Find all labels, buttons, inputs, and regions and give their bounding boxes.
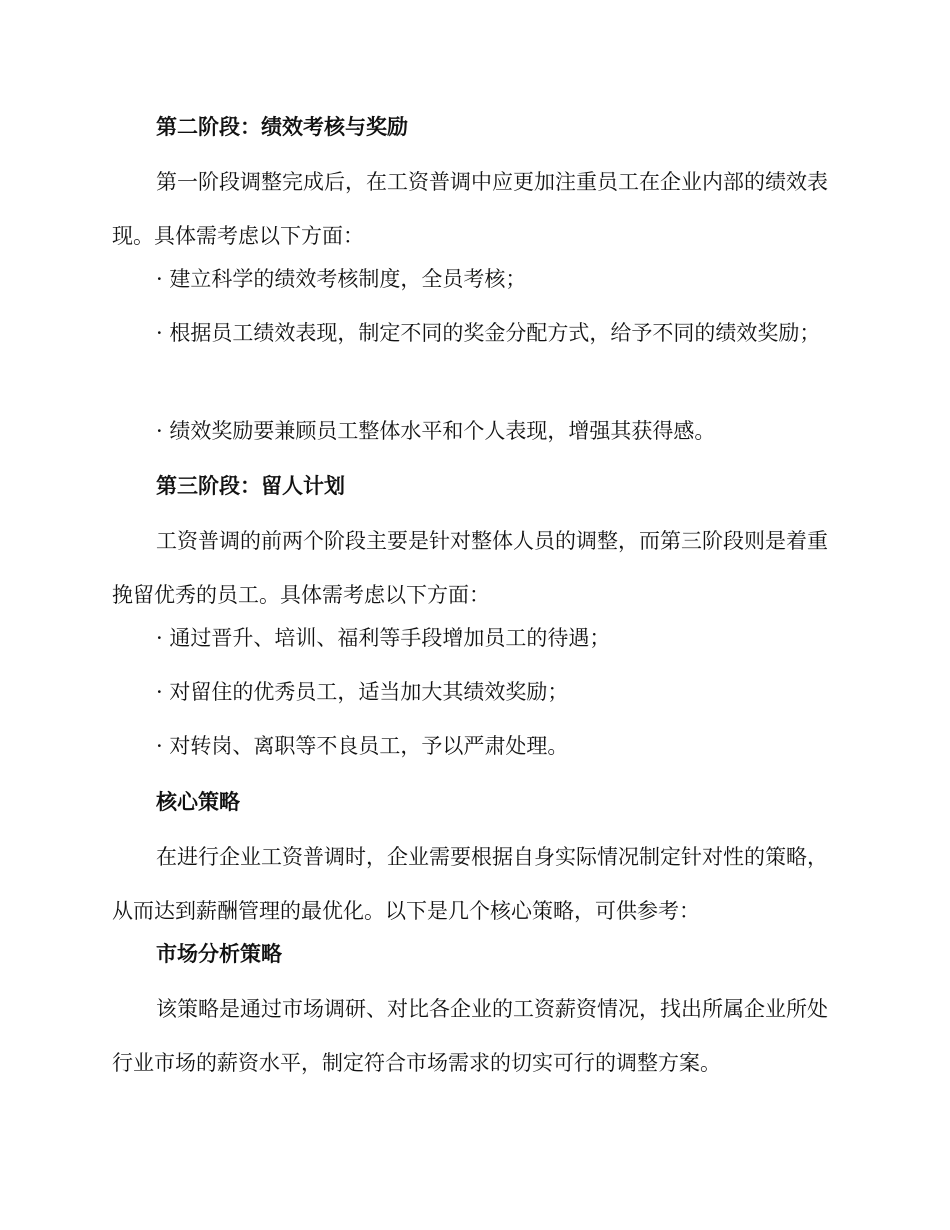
bullet-performance-system: · 建立科学的绩效考核制度，全员考核； [156,267,527,291]
bullet-promotion-training: · 通过晋升、培训、福利等手段增加员工的待遇； [156,626,611,650]
paragraph-stage-three: 工资普调的前两个阶段主要是针对整体人员的调整，而第三阶段则是着重挽留优秀的员工。具体需考虑以下方面： [112,529,828,607]
heading-stage-three: 第三阶段：留人计划 [156,474,345,498]
paragraph-stage-two: 第一阶段调整完成后，在工资普调中应更加注重员工在企业内部的绩效表现。具体需考虑以下方面： [112,170,828,248]
bullet-bonus-distribution: · 根据员工绩效表现，制定不同的奖金分配方式，给予不同的绩效奖励； [156,321,821,345]
heading-market-analysis: 市场分析策略 [156,942,282,966]
paragraph-core-strategy: 在进行企业工资普调时，企业需要根据自身实际情况制定针对性的策略，从而达到薪酬管理的最优化。以下是几个核心策略，可供参考： [112,845,828,923]
bullet-retain-excellent: · 对留住的优秀员工，适当加大其绩效奖励； [156,680,569,704]
heading-core-strategy: 核心策略 [156,790,240,814]
paragraph-market-analysis: 该策略是通过市场调研、对比各企业的工资薪资情况，找出所属企业所处行业市场的薪资水平，制定符合市场需求的切实可行的调整方案。 [112,997,828,1075]
bullet-balance-rewards: · 绩效奖励要兼顾员工整体水平和个人表现，增强其获得感。 [156,419,716,443]
heading-stage-two: 第二阶段：绩效考核与奖励 [156,115,408,139]
bullet-handle-poor: · 对转岗、离职等不良员工，予以严肃处理。 [156,734,569,758]
